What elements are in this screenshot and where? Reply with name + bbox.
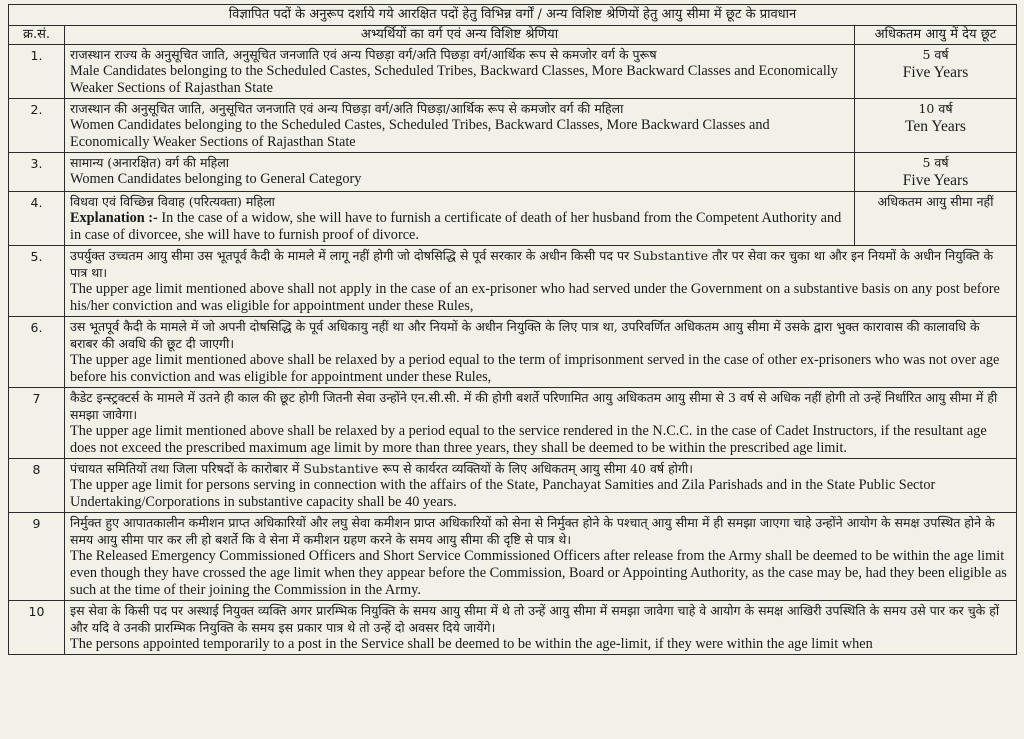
row-hindi-text: इस सेवा के किसी पद पर अस्थाई नियुक्त व्यक्ति अगर प्रारम्भिक नियुक्ति के समय आयु सीमा में थे तो उन्हें आयु सीमा में समझा जावेगा चाहे वे आयोग के समक्ष आखिरी उपस्थिति के समय उसे पार कर चुके हों और यदि वे उनकी प्रारम्भिक नियुक्ति के समय इस प्रकार पात्र थे तो उन्हें दो अवसर दिये जायेंगे।: [70, 603, 1000, 635]
row-english-text: The upper age limit mentioned above shall be relaxed by a period equal to the term of imprisonment served in the case of other ex-prisoners who was not over age before his conviction and was eligible for appointment under these Rules,: [70, 352, 1000, 385]
row-hindi-text: निर्मुक्त हुए आपातकालीन कमीशन प्राप्त अधिकारियों और लघु सेवा कमीशन प्राप्त अधिकारियों को सेना से निर्मुक्त होने के पश्चात् आयु सीमा में ही समझा जाएगा चाहे उन्होंने आयोग के समक्ष उपस्थित होने के समय आयु सीमा पार कर ली हो बशर्ते कि वे सेना में कमीशन ग्रहण करने के समय आयु सीमा की दृष्टि से पात्र थे।: [70, 515, 995, 547]
age-relaxation-table: [8, 4, 1017, 655]
row-hindi-text: पंचायत समितियों तथा जिला परिषदों के कारोबार में Substantive रूप से कार्यरत व्यक्तियों के लिए अधिकतम् आयु सीमा 40 वर्ष होगी।: [70, 461, 693, 476]
row-serial: 8: [9, 459, 65, 513]
table-row: [9, 45, 1017, 99]
row-category: [65, 317, 1017, 388]
row-category: [65, 99, 855, 153]
row-english-text: Women Candidates belonging to the Scheduled Castes, Scheduled Tribes, Backward Classes, More Backward Classes and Economically Weaker Sections of Rajasthan State: [70, 117, 770, 150]
row-english-text: The persons appointed temporarily to a post in the Service shall be deemed to be within the age-limit, if they were within the age limit when: [70, 636, 873, 652]
row-hindi-text: सामान्य (अनारक्षित) वर्ग की महिला: [70, 155, 230, 170]
table-row: [9, 601, 1017, 655]
row-serial: 7: [9, 388, 65, 459]
relaxation-english: Ten Years: [905, 118, 966, 135]
row-english-text: The Released Emergency Commissioned Officers and Short Service Commissioned Officers after release from the Army shall be deemed to be within the age limit even though they have crossed the age limit when they appear before the Commission, Board or Appointing Authority, as the case may be, had they been eligible as such at the time of their joining the Commission in the Army.: [70, 548, 1007, 598]
row-category: [65, 45, 855, 99]
table-row: [9, 153, 1017, 192]
table-row: [9, 513, 1017, 601]
row-serial: 2.: [9, 99, 65, 153]
row-serial: 5.: [9, 246, 65, 317]
row-category: [65, 513, 1017, 601]
table-row: [9, 317, 1017, 388]
relaxation-english: Five Years: [902, 172, 969, 189]
row-relaxation: [855, 45, 1017, 99]
serial-header: क्र.सं.: [9, 26, 65, 45]
row-category: [65, 246, 1017, 317]
relaxation-hindi: 10 वर्ष: [918, 101, 953, 116]
row-category: [65, 192, 855, 246]
row-category: [65, 601, 1017, 655]
row-english-text: The upper age limit for persons serving in connection with the affairs of the State, Panchayat Samities and Zila Parishads and in the State Public Sector Undertaking/Corporations in substantive capacity shall be 40 years.: [70, 477, 936, 510]
row-relaxation: [855, 153, 1017, 192]
row-relaxation: [855, 192, 1017, 246]
document-sheet: [8, 4, 1016, 655]
row-category: [65, 153, 855, 192]
relaxation-hindi: 5 वर्ष: [922, 155, 949, 170]
row-serial: 9: [9, 513, 65, 601]
row-english-text: [70, 210, 849, 244]
row-hindi-text: उस भूतपूर्व कैदी के मामले में जो अपनी दोषसिद्धि के पूर्व अधिकायु नहीं था और नियमों के अधीन नियुक्ति के लिए पात्र था, उपरिवर्णित अधिकतम आयु सीमा में उसके द्वारा भुक्त कारावास की कालावधि के बराबर की अवधि की छूट दी जाएगी।: [70, 319, 980, 351]
header-row: [9, 26, 1017, 45]
relaxation-english: Five Years: [902, 64, 969, 81]
row-serial: 4.: [9, 192, 65, 246]
row-serial: 1.: [9, 45, 65, 99]
table-caption: विज्ञापित पदों के अनुरूप दर्शाये गये आरक्षित पदों हेतु विभिन्न वर्गों / अन्य विशिष्ट श्रेणियों हेतु आयु सीमा में छूट के प्रावधान: [9, 5, 1017, 26]
row-english-text: Women Candidates belonging to General Category: [70, 171, 362, 187]
row-hindi-text: उपर्युक्त उच्चतम आयु सीमा उस भूतपूर्व कैदी के मामले में लागू नहीं होगी जो दोषसिद्धि से पूर्व सरकार के अधीन किसी पद पर Substantive तौर पर सेवा कर चुका था और इन नियमों के अधीन नियुक्ति के पात्र था।: [70, 248, 994, 280]
category-header: अभ्यर्थियों का वर्ग एवं अन्य विशिष्ट श्रेणिया: [65, 26, 855, 45]
row-category: [65, 388, 1017, 459]
table-row: [9, 459, 1017, 513]
table-row: [9, 388, 1017, 459]
row-english-text: The upper age limit mentioned above shall not apply in the case of an ex-prisoner who had served under the Government on a substantive basis on any post before his/her conviction and was eligible for appointment under these Rules,: [70, 281, 1000, 314]
row-hindi-text: राजस्थान की अनुसूचित जाति, अनुसूचित जनजाति एवं अन्य पिछड़ा वर्ग/अति पिछड़ा/आर्थिक रूप से कमजोर वर्ग की महिला: [70, 101, 624, 116]
relaxation-hindi: 5 वर्ष: [922, 47, 949, 62]
row-english-text: The upper age limit mentioned above shall be relaxed by a period equal to the service rendered in the N.C.C. in the case of Cadet Instructors, if the resultant age does not exceed the prescribed maximum age limit by more than three years, they shall be deemed to be within the prescribed age limit.: [70, 423, 987, 456]
row-serial: 3.: [9, 153, 65, 192]
caption-row: [9, 5, 1017, 26]
explanation-text: In the case of a widow, she will have to furnish a certificate of death of her husband from the Competent Authority and in case of divorcee, she will have to furnish proof of divorce.: [70, 210, 842, 243]
explanation-label: Explanation :-: [70, 210, 158, 226]
row-serial: 6.: [9, 317, 65, 388]
row-hindi-text: विधवा एवं विच्छिन्न विवाह (परित्यक्ता) महिला: [70, 194, 275, 209]
relaxation-hindi: अधिकतम आयु सीमा नहीं: [877, 194, 994, 209]
table-row: [9, 192, 1017, 246]
row-category: [65, 459, 1017, 513]
row-hindi-text: राजस्थान राज्य के अनुसूचित जाति, अनुसूचित जनजाति एवं अन्य पिछड़ा वर्ग/अति पिछड़ा वर्ग/आर्थिक रूप से कमजोर वर्ग के पुरूष: [70, 47, 657, 62]
row-hindi-text: कैडेट इन्स्ट्रक्टर्स के मामले में उतने ही काल की छूट होगी जितनी सेवा उन्होंने एन.सी.सी. में की होगी बशर्ते परिणामित आयु अधिकतम आयु सीमा से 3 वर्ष से अधिक नहीं होगी तो उन्हें निर्धारित आयु सीमा में ही समझा जावेगा।: [70, 390, 998, 422]
row-relaxation: [855, 99, 1017, 153]
table-row: [9, 246, 1017, 317]
row-english-text: Male Candidates belonging to the Scheduled Castes, Scheduled Tribes, Backward Classes, More Backward Classes and Economically Weaker Sections of Rajasthan State: [70, 63, 838, 96]
row-serial: 10: [9, 601, 65, 655]
relaxation-header: अधिकतम आयु में देय छूट: [855, 26, 1017, 45]
table-row: [9, 99, 1017, 153]
